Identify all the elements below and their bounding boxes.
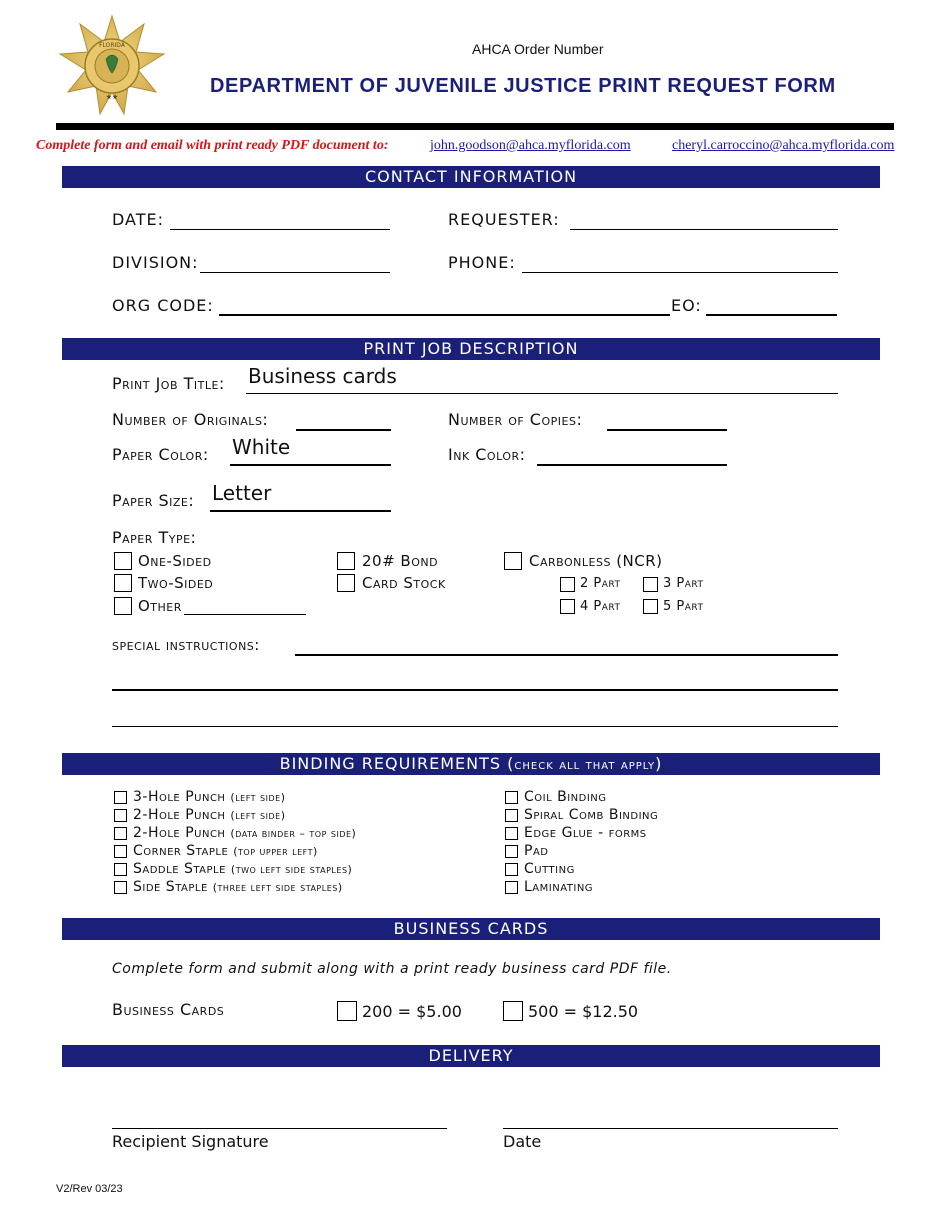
part5-checkbox[interactable] [643,599,658,614]
pad-checkbox[interactable] [505,845,518,858]
laminating-label: Laminating [524,879,594,895]
paper-color-label: Paper Color: [112,445,209,464]
delivery-section-header: DELIVERY [62,1045,880,1067]
binding-heading-sub: check all that apply [514,757,656,773]
spiral-comb-checkbox[interactable] [505,809,518,822]
binding-left-item: Side Staple (three left side staples) [133,879,343,895]
ink-color-label: Ink Color: [448,445,526,464]
business-cards-section-header: BUSINESS CARDS [62,918,880,940]
binding-left-item: 3-Hole Punch (left side) [133,789,286,805]
paper-type-label: Paper Type: [112,528,197,547]
binding-left-item: Corner Staple (top upper left) [133,843,318,859]
delivery-date-label: Date [503,1132,542,1151]
business-cards-note: Complete form and submit along with a print ready business card PDF file. [112,961,672,977]
email-link-carroccino[interactable]: cheryl.carroccino@ahca.myflorida.com [672,138,895,153]
two-sided-checkbox[interactable] [114,574,132,592]
part2-checkbox[interactable] [560,577,575,592]
three-hole-punch-checkbox[interactable] [114,791,127,804]
paper-color-value: White [232,435,291,459]
cutting-checkbox[interactable] [505,863,518,876]
division-label: DIVISION: [112,253,199,272]
binding-left-item: 2-Hole Punch (data binder – top side) [133,825,357,841]
binding-heading-main: BINDING REQUIREMENTS ( [279,754,515,773]
print-job-title-field[interactable] [246,393,838,394]
one-sided-checkbox[interactable] [114,552,132,570]
date-label: DATE: [112,210,165,229]
two-hole-punch-top-checkbox[interactable] [114,827,127,840]
part4-label: 4 Part [580,599,621,614]
recipient-signature-field[interactable] [112,1128,447,1129]
phone-field[interactable] [522,272,838,273]
svg-text:★★: ★★ [105,93,119,101]
part2-label: 2 Part [580,576,621,591]
org-code-field[interactable] [219,314,670,316]
division-field[interactable] [200,272,390,273]
form-title: DEPARTMENT OF JUVENILE JUSTICE PRINT REQUEST FORM [210,75,836,97]
edge-glue-label: Edge Glue - forms [524,825,647,841]
originals-label: Number of Originals: [112,410,269,429]
ink-color-field[interactable] [537,464,727,466]
business-cards-500-label: 500 = $12.50 [528,1002,639,1021]
one-sided-label: One-Sided [138,552,212,570]
eo-label: EO: [671,296,702,315]
spiral-comb-label: Spiral Comb Binding [524,807,659,823]
date-field[interactable] [170,229,390,230]
business-cards-200-label: 200 = $5.00 [362,1002,462,1021]
special-instructions-label: special instructions: [112,636,260,654]
business-cards-200-checkbox[interactable] [337,1001,357,1021]
binding-heading-end: ) [655,754,663,773]
card-stock-label: Card Stock [362,574,446,592]
bond-checkbox[interactable] [337,552,355,570]
phone-label: PHONE: [448,253,516,272]
print-job-title-value: Business cards [248,364,397,388]
copies-label: Number of Copies: [448,410,583,429]
side-staple-checkbox[interactable] [114,881,127,894]
other-checkbox[interactable] [114,597,132,615]
binding-left-item: Saddle Staple (two left side staples) [133,861,353,877]
paper-size-value: Letter [212,481,272,505]
org-code-label: ORG CODE: [112,296,214,315]
other-label: Other [138,597,182,615]
copies-field[interactable] [607,429,727,431]
laminating-checkbox[interactable] [505,881,518,894]
coil-binding-checkbox[interactable] [505,791,518,804]
other-field[interactable] [184,614,306,615]
version-label: V2/Rev 03/23 [56,1183,123,1195]
email-link-goodson[interactable]: john.goodson@ahca.myflorida.com [430,138,631,153]
instruction-text: Complete form and email with print ready PDF document to: [36,138,389,153]
department-seal [58,14,166,118]
corner-staple-checkbox[interactable] [114,845,127,858]
requester-label: REQUESTER: [448,210,560,229]
special-instructions-line-2[interactable] [112,689,838,691]
bond-label: 20# Bond [362,552,439,570]
part4-checkbox[interactable] [560,599,575,614]
saddle-staple-checkbox[interactable] [114,863,127,876]
paper-size-field[interactable] [210,510,391,512]
two-hole-punch-left-checkbox[interactable] [114,809,127,822]
coil-binding-label: Coil Binding [524,789,607,805]
business-cards-500-checkbox[interactable] [503,1001,523,1021]
binding-section-header [62,753,880,775]
print-job-title-label: Print Job Title: [112,374,225,393]
carbonless-label: Carbonless (NCR) [529,552,663,570]
requester-field[interactable] [570,229,838,230]
part3-label: 3 Part [663,576,704,591]
two-sided-label: Two-Sided [138,574,214,592]
edge-glue-checkbox[interactable] [505,827,518,840]
recipient-signature-label: Recipient Signature [112,1132,269,1151]
carbonless-checkbox[interactable] [504,552,522,570]
contact-section-header: CONTACT INFORMATION [62,166,880,188]
business-cards-label: Business Cards [112,1000,225,1019]
title-rule [56,123,894,130]
special-instructions-line-3[interactable] [112,726,838,727]
originals-field[interactable] [296,429,391,431]
binding-left-item: 2-Hole Punch (left side) [133,807,286,823]
part5-label: 5 Part [663,599,704,614]
paper-color-field[interactable] [230,464,391,466]
delivery-date-field[interactable] [503,1128,838,1129]
card-stock-checkbox[interactable] [337,574,355,592]
print-job-section-header: PRINT JOB DESCRIPTION [62,338,880,360]
cutting-label: Cutting [524,861,575,877]
special-instructions-line-1[interactable] [295,654,838,656]
paper-size-label: Paper Size: [112,491,195,510]
order-number-label: AHCA Order Number [472,41,604,57]
pad-label: Pad [524,843,549,859]
part3-checkbox[interactable] [643,577,658,592]
eo-field[interactable] [706,314,837,316]
seal-top-text: FLORIDA [99,42,125,49]
